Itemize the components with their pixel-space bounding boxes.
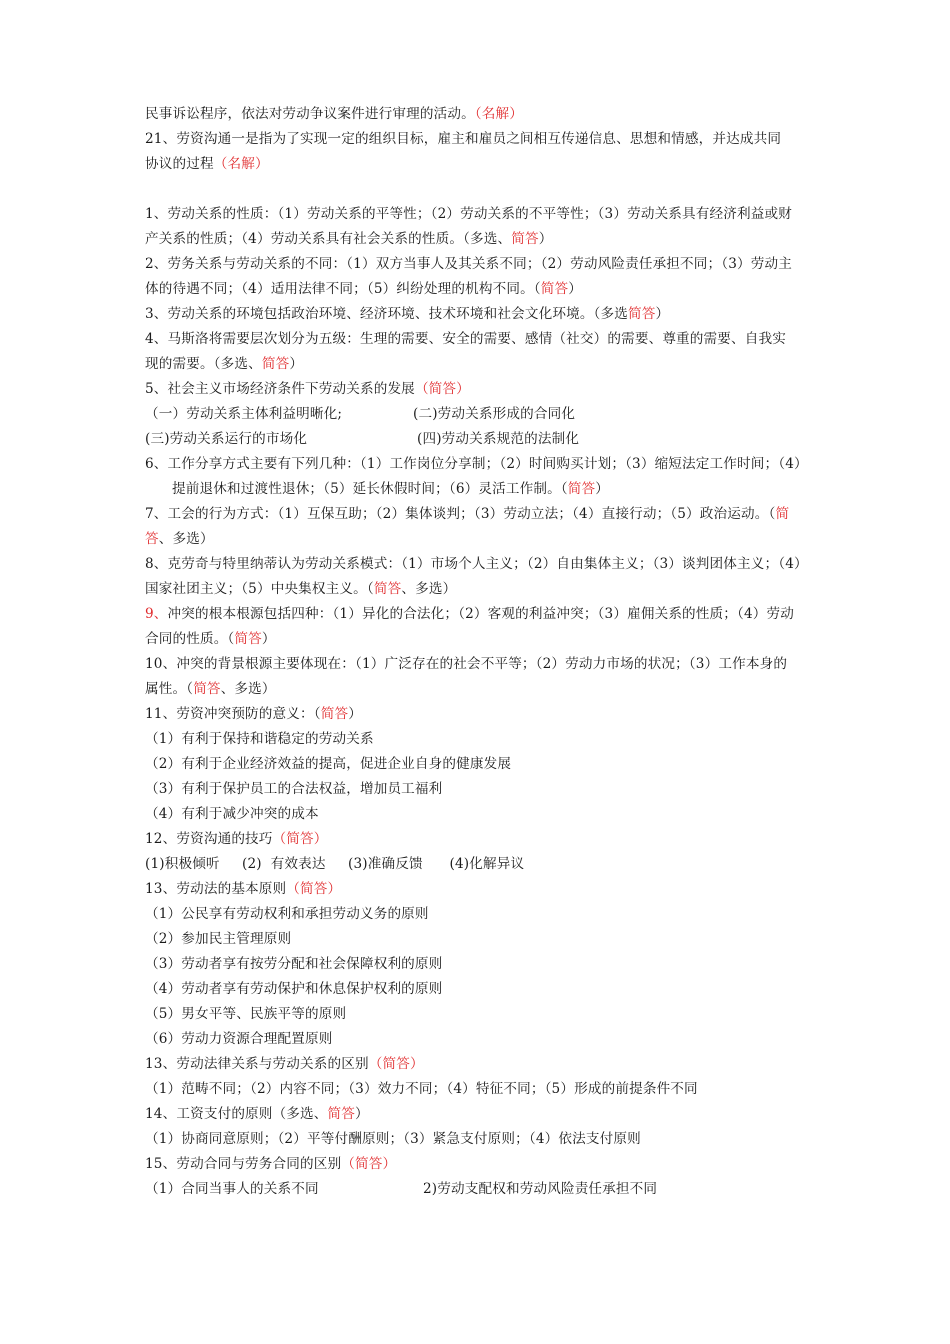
text-line: 11、劳资冲突预防的意义：（简答） [145, 706, 362, 722]
text-line-col2: (二)劳动关系形成的合同化 [413, 406, 576, 422]
text-line: （1）范畴不同；（2）内容不同；（3）效力不同；（4）特征不同；（5）形成的前提条件不同 [145, 1081, 698, 1097]
text-line: 1、劳动关系的性质：（1）劳动关系的平等性；（2）劳动关系的不平等性；（3）劳动关系具有经济利益或财 [145, 206, 793, 222]
text-line: 8、克劳奇与特里纳蒂认为劳动关系模式：（1）市场个人主义；（2）自由集体主义；（3）谈判团体主义；（4） [145, 556, 808, 572]
text-line: 14、工资支付的原则（多选、简答） [145, 1106, 369, 1122]
text-line: 体的待遇不同；（4）适用法律不同；（5）纠纷处理的机构不同。（简答） [145, 281, 583, 297]
text-line: 产关系的性质；（4）劳动关系具有社会关系的性质。（多选、简答） [145, 231, 553, 247]
text-line: （3）劳动者享有按劳分配和社会保障权利的原则 [145, 956, 443, 972]
text-line-col2: 2)劳动支配权和劳动风险责任承担不同 [423, 1181, 658, 1197]
text-line: 21、劳资沟通一是指为了实现一定的组织目标，雇主和雇员之间相互传递信息、思想和情感，并达成共同 [145, 131, 782, 147]
text-line: 9、冲突的根本根源包括四种：（1）异化的合法化；（2）客观的利益冲突；（3）雇佣关系的性质；（4）劳动 [145, 606, 795, 622]
text-line: 2、劳务关系与劳动关系的不同：（1）双方当事人及其关系不同；（2）劳动风险责任承担不同；（3）劳动主 [145, 256, 793, 272]
text-line-col2: (四)劳动关系规范的法制化 [417, 431, 580, 447]
text-line: 答、多选） [145, 531, 214, 547]
text-line: 12、劳资沟通的技巧（简答） [145, 831, 328, 847]
text-line: (1)积极倾听 (2) 有效表达 (3)准确反馈 (4)化解异议 [145, 856, 525, 872]
text-line: （1）公民享有劳动权利和承担劳动义务的原则 [145, 906, 429, 922]
text-line: （1）有利于保持和谐稳定的劳动关系 [145, 731, 374, 747]
text-line: （4）劳动者享有劳动保护和休息保护权利的原则 [145, 981, 443, 997]
text-line: 提前退休和过渡性退休；（5）延长休假时间；（6）灵活工作制。（简答） [172, 481, 610, 497]
text-line: 协议的过程（名解） [145, 156, 269, 172]
text-line: (三)劳动关系运行的市场化 (四)劳动关系规范的法制化 [145, 431, 580, 447]
text-line: 5、社会主义市场经济条件下劳动关系的发展（简答） [145, 381, 470, 397]
text-line: （1）合同当事人的关系不同 2)劳动支配权和劳动风险责任承担不同 [145, 1181, 658, 1197]
text-line: 民事诉讼程序，依法对劳动争议案件进行审理的活动。（名解） [145, 106, 524, 122]
text-line: （1）协商同意原则；（2）平等付酬原则；（3）紧急支付原则；（4）依法支付原则 [145, 1131, 641, 1147]
text-line: 4、马斯洛将需要层次划分为五级：生理的需要、安全的需要、感情（社交）的需要、尊重的需要、自我实 [145, 331, 787, 347]
text-line: 国家社团主义；（5）中央集权主义。（简答、多选） [145, 581, 457, 597]
text-line: 合同的性质。（简答） [145, 631, 276, 647]
text-line: 10、冲突的背景根源主要体现在：（1）广泛存在的社会不平等；（2）劳动力市场的状况；（3）工作本身的 [145, 656, 788, 672]
text-line: 7、工会的行为方式：（1）互保互助；（2）集体谈判；（3）劳动立法；（4）直接行动；（5）政治运动。（简 [145, 506, 790, 522]
text-line: （6）劳动力资源合理配置原则 [145, 1031, 333, 1047]
text-line: （一）劳动关系主体利益明晰化; (二)劳动关系形成的合同化 [145, 406, 576, 422]
text-line: 6、工作分享方式主要有下列几种：（1）工作岗位分享制；（2）时间购买计划；（3）缩短法定工作时间；（4） [145, 456, 808, 472]
text-line: 现的需要。（多选、简答） [145, 356, 304, 372]
text-line: 13、劳动法的基本原则（简答） [145, 881, 342, 897]
text-line: 属性。（简答、多选） [145, 681, 276, 697]
text-line: （2）有利于企业经济效益的提高，促进企业自身的健康发展 [145, 756, 512, 772]
text-line: 3、劳动关系的环境包括政治环境、经济环境、技术环境和社会文化环境。（多选简答） [145, 306, 670, 322]
text-line: （3）有利于保护员工的合法权益，增加员工福利 [145, 781, 443, 797]
text-line: 13、劳动法律关系与劳动关系的区别（简答） [145, 1056, 424, 1072]
text-line: （4）有利于减少冲突的成本 [145, 806, 319, 822]
text-line: 15、劳动合同与劳务合同的区别（简答） [145, 1156, 397, 1172]
text-line: （2）参加民主管理原则 [145, 931, 292, 947]
text-line: （5）男女平等、民族平等的原则 [145, 1006, 347, 1022]
